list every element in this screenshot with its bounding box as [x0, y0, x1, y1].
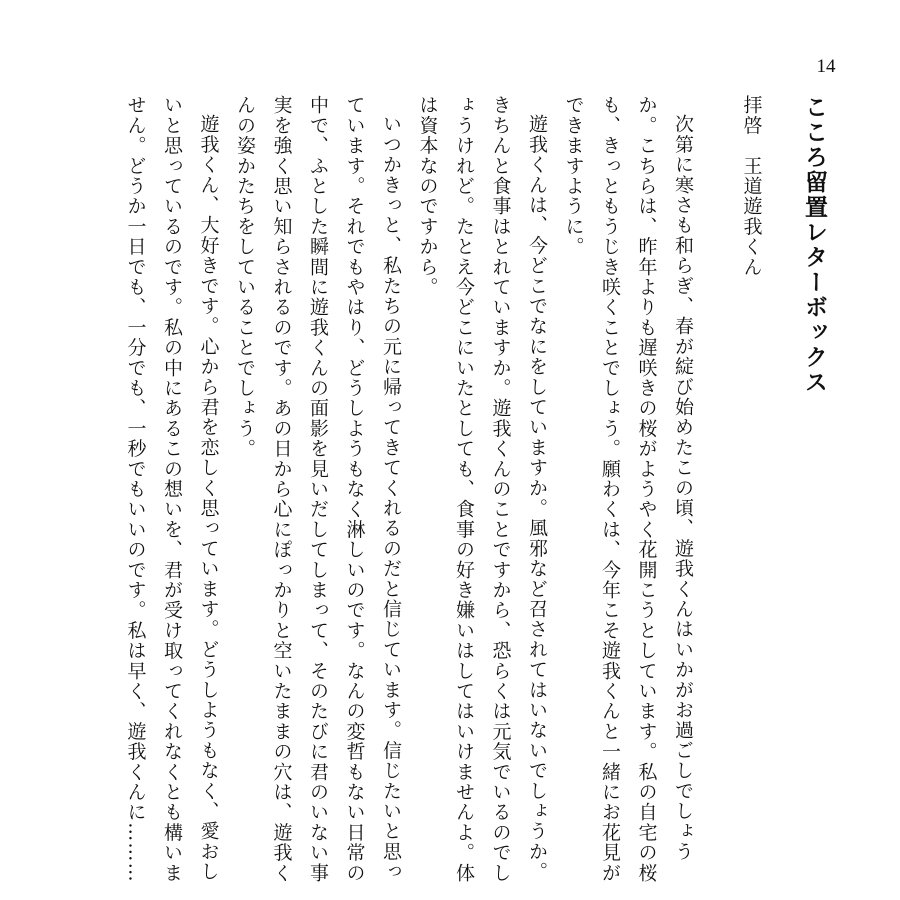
letter-paragraph-3: いつかきっと、私たちの元に帰ってきてくれるのだと信じています。信じたいと思っています。それでもやはり、どうしようもなく淋しいのです。なんの変哲もない日常の中で、ふとした瞬間に遊我くんの面影を見いだしてしまって、そのたびに君のいない事実を強く思い知らされるのです。あの日から心にぽっかりと空いたままの穴は、遊我くんの姿かたちをしていることでしょう。 — [234, 95, 402, 883]
letter-title: こころ留置レターボックス — [801, 95, 828, 395]
letter-paragraph-1: 次第に寒さも和らぎ、春が綻び始めたこの頃、遊我くんはいかがお過ごしでしょうか。こちらは、昨年よりも遅咲きの桜がようやく花開こうとしています。私の自宅の桜も、きっともうじき咲くことでしょう。願わくは、今年こそ遊我くんと一緒にお花見ができますように。 — [562, 95, 694, 883]
page-number: 14 — [816, 56, 836, 77]
letter-body — [117, 95, 832, 885]
letter-paragraph-2: 遊我くんは、今どこでなにをしていますか。風邪など召されてはいないでしょうか。きちんと食事はとれていますか。遊我くんのことですから、恐らくは元気でいるのでしょうけれど。たとえ今どこにいたとしても、食事の好き嫌いはしてはいけませんよ。体は資本なのですから。 — [416, 95, 548, 883]
letter-paragraph-4: 遊我くん、大好きです。心から君を恋しく思っています。どうしようもなく、愛おしいと思っているのです。私の中にあるこの想いを、君が受け取ってくれなくとも構いません。どうか一日でも、一分でも、一秒でもいいのです。私は早く、遊我くんに……… — [124, 95, 220, 883]
letter-salutation: 拝啓 王道遊我くん — [740, 95, 763, 277]
